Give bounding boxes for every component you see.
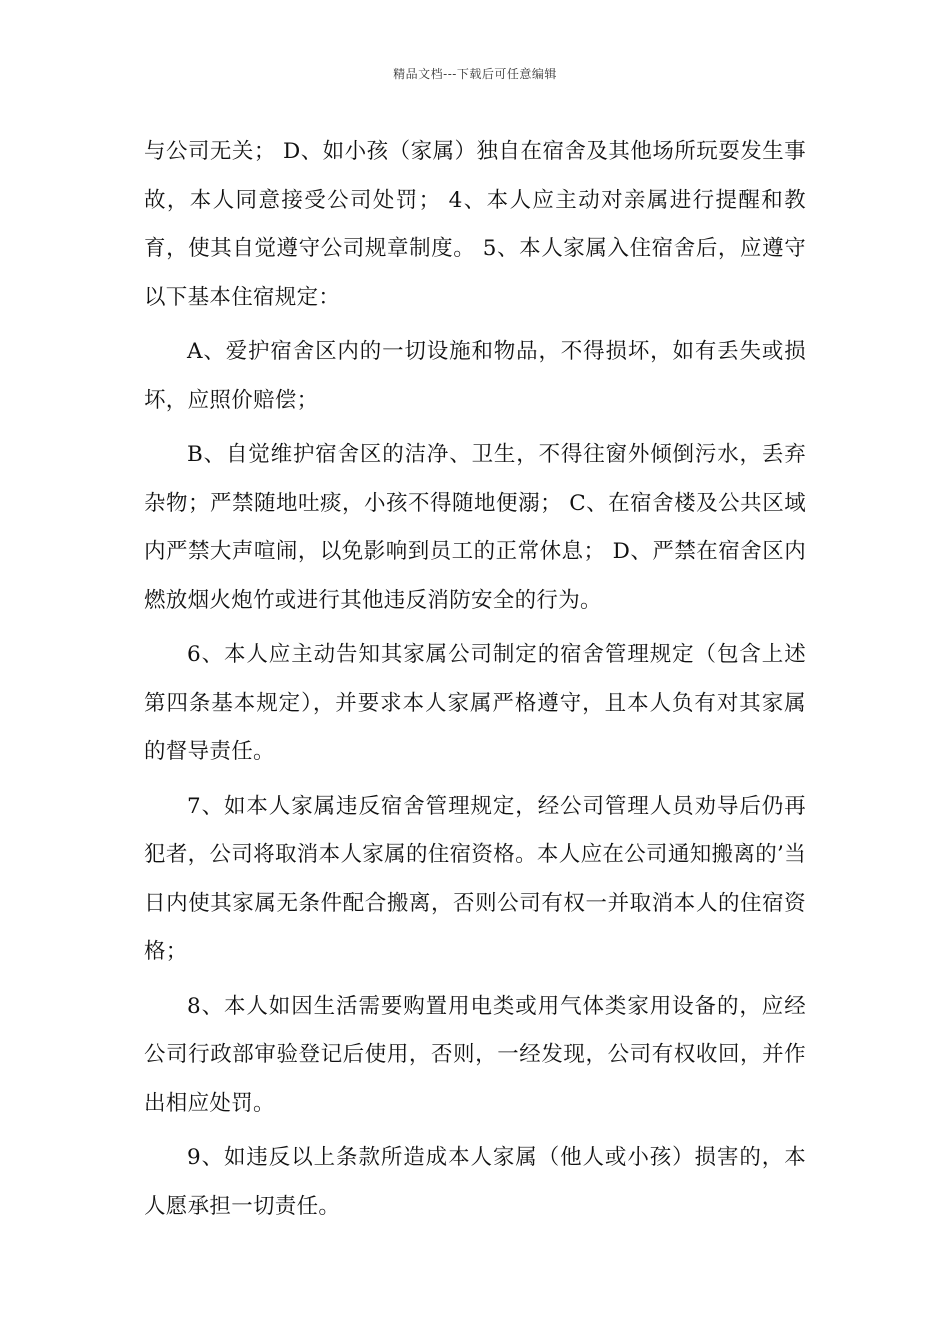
paragraph-item-6: 6、本人应主动告知其家属公司制定的宿舍管理规定（包含上述第四条基本规定），并要求本人家属严格遵守，且本人负有对其家属的督导责任。 <box>144 642 806 764</box>
document-body <box>144 128 806 1237</box>
paragraph-item-7: 7、如本人家属违反宿舍管理规定，经公司管理人员劝导后仍再犯者，公司将取消本人家属的住宿资格。本人应在公司通知搬离的’当日内使其家属无条件配合搬离，否则公司有权一并取消本人的住宿资格； <box>144 793 806 964</box>
paragraph-item-9: 9、如违反以上条款所造成本人家属（他人或小孩）损害的，本人愿承担一切责任。 <box>144 1145 806 1219</box>
paragraph-item-8: 8、本人如因生活需要购置用电类或用气体类家用设备的，应经公司行政部审验登记后使用，否则，一经发现，公司有权收回，并作出相应处罚。 <box>144 993 806 1116</box>
paragraph-rule-b-c-d: B、自觉维护宿舍区的洁净、卫生，不得往窗外倾倒污水，丢弃杂物；严禁随地吐痰，小孩不得随地便溺； C、在宿舍楼及公共区域内严禁大声喧闹，以免影响到员工的正常休息； D、严禁在宿舍区内燃放烟火炮竹或进行其他违反消防安全的行为。 <box>144 442 806 613</box>
page-header: 精品文档---下载后可任意编辑 <box>393 67 557 81</box>
paragraph-continuation: 与公司无关； D、如小孩（家属）独自在宿舍及其他场所玩耍发生事故，本人同意接受公司处罚； 4、本人应主动对亲属进行提醒和教育，使其自觉遵守公司规章制度。 5、本人家属入住宿舍后，应遵守以下基本住宿规定： <box>144 139 806 310</box>
paragraph-rule-a: A、爱护宿舍区内的一切设施和物品，不得损坏，如有丢失或损坏，应照价赔偿； <box>144 339 806 413</box>
